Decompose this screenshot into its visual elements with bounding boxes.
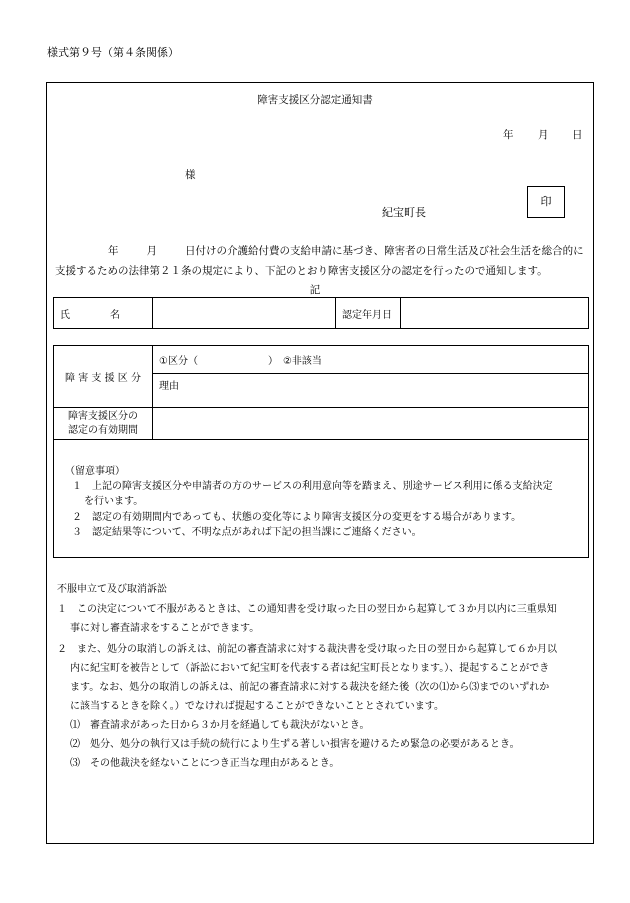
class-options[interactable]: ①区分（ ） ②非該当 <box>153 346 589 374</box>
date-day-label: 日 <box>572 129 583 141</box>
note-3: ３ 認定結果等について、不明な点があれば下記の担当課にご連絡ください。 <box>72 527 422 538</box>
name-label: 氏 名 <box>54 298 153 329</box>
body-month: 月 <box>146 245 157 257</box>
date-month-label: 月 <box>538 129 549 141</box>
appeal-item-2: ⑵ 処分、処分の執行又は手続の続行により生ずる著しい損害を避けるため緊急の必要があるとき。 <box>70 739 520 750</box>
cert-date-label: 認定年月日 <box>336 298 401 329</box>
validity-label-line-1: 障害支援区分の <box>68 410 138 422</box>
classification-table <box>53 345 589 440</box>
appeal-p1-line-2: 事に対し審査請求をすることができます。 <box>70 623 260 634</box>
appeal-item-3: ⑶ その他裁決を経ないことにつき正当な理由があるとき。 <box>70 758 340 769</box>
note-2: ２ 認定の有効期間内であっても、状態の変化等により障害支援区分の変更をする場合があります。 <box>72 512 522 523</box>
form-number-label: 様式第９号（第４条関係） <box>47 46 179 59</box>
document-title: 障害支援区分認定通知書 <box>257 94 373 106</box>
name-field[interactable] <box>153 298 336 329</box>
note-1-line-2: を行います。 <box>84 496 144 507</box>
name-table <box>53 297 589 329</box>
appeal-p2-line-1: ２ また、処分の取消しの訴えは、前記の審査請求に対する裁決書を受け取った日の翌日から起算して６か月以 <box>57 644 557 655</box>
validity-label <box>54 408 153 440</box>
body-year: 年 <box>108 245 119 257</box>
appeal-p2-line-2: 内に紀宝町を被告として（訴訟において紀宝町を代表する者は紀宝町長となります。）、提起することができ <box>70 663 550 674</box>
appeal-p2-line-3: ます。なお、処分の取消しの訴えは、前記の審査請求に対する裁決を経た後（次の⑴から⑶までのいずれか <box>70 682 550 693</box>
validity-field[interactable] <box>153 408 589 440</box>
recipient-honorific: 様 <box>185 169 196 181</box>
ki-label: 記 <box>309 284 321 296</box>
class-label: 障 害 支 援 区 分 <box>54 346 153 408</box>
appeal-item-1: ⑴ 審査請求があった日から３か月を経過しても裁決がないとき。 <box>70 720 370 731</box>
notes-heading: （留意事項） <box>65 466 125 477</box>
appeal-p2-line-4: に該当するときを除く。）でなければ提起することができないこととされています。 <box>70 701 444 712</box>
appeal-heading: 不服申立て及び取消訴訟 <box>57 584 167 595</box>
body-line-1-text: 日付けの介護給付費の支給申請に基づき、障害者の日常生活及び社会生活を総合的に <box>185 245 584 257</box>
validity-label-line-2: 認定の有効期間 <box>68 424 138 436</box>
reason-label: 理由 <box>153 374 589 408</box>
date-year-label: 年 <box>503 129 514 141</box>
seal-box: 印 <box>527 186 565 218</box>
cert-date-field[interactable] <box>401 298 589 329</box>
issuer-name: 紀宝町長 <box>382 206 426 219</box>
note-1-line-1: １ 上記の障害支援区分や申請者の方のサービスの利用意向等を踏まえ、別途サービス利用に係る支給決定 <box>72 481 553 492</box>
appeal-p1-line-1: １ この決定について不服があるときは、この通知書を受け取った日の翌日から起算して３か月以内に三重県知 <box>57 604 557 615</box>
body-line-1 <box>108 243 584 258</box>
body-line-2: 支援するための法律第２１条の規定により、下記のとおり障害支援区分の認定を行ったので通知します。 <box>55 265 548 277</box>
